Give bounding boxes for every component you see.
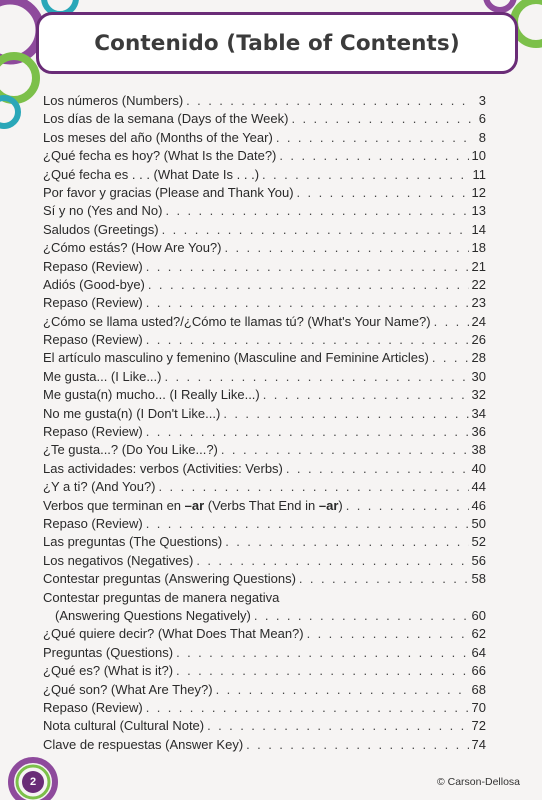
toc-leader (286, 460, 469, 478)
toc-page: 46 (471, 497, 486, 513)
toc-row (43, 497, 486, 515)
toc-row (43, 736, 486, 754)
toc-page: 14 (471, 221, 486, 237)
toc-page: 70 (471, 699, 486, 715)
toc-leader (146, 294, 469, 312)
toc-title: Nota cultural (Cultural Note) (43, 718, 205, 734)
toc-title: ¿Cómo estás? (How Are You?) (43, 240, 222, 256)
toc-page: 66 (471, 663, 486, 679)
toc-leader (224, 239, 468, 257)
title-box (36, 12, 518, 74)
toc-title: Repaso (Review) (43, 332, 143, 348)
toc-row (43, 460, 486, 478)
toc-row (43, 717, 486, 735)
toc-row (43, 276, 486, 294)
toc-title: ¿Qué son? (What Are They?) (43, 681, 213, 697)
toc-leader (221, 441, 469, 459)
toc-leader (196, 552, 468, 570)
toc-page: 8 (478, 129, 486, 145)
toc-row (43, 625, 486, 643)
toc-page: 72 (471, 718, 486, 734)
toc-leader (299, 570, 469, 588)
toc-title-part: Verbos que terminan en (43, 497, 185, 513)
page-title: Contenido (Table of Contents) (94, 30, 460, 56)
toc-title-part: ) (338, 497, 343, 513)
toc-title: Los meses del año (Months of the Year) (43, 129, 273, 145)
toc-row (43, 644, 486, 662)
toc-leader (254, 607, 469, 625)
toc-page: 56 (471, 552, 486, 568)
toc-title: Preguntas (Questions) (43, 644, 174, 660)
toc-leader (146, 515, 469, 533)
toc-row (43, 441, 486, 459)
toc-title: Contestar preguntas (Answering Questions) (43, 571, 296, 587)
toc-row (43, 313, 486, 331)
toc-page: 50 (471, 515, 486, 531)
toc-row (43, 92, 486, 110)
toc-leader (263, 386, 469, 404)
toc-leader (225, 533, 468, 551)
toc-leader (176, 644, 468, 662)
toc-title-bold: –ar (184, 497, 205, 513)
toc-row (43, 681, 486, 699)
toc-page: 30 (471, 368, 486, 384)
toc-leader (159, 478, 469, 496)
toc-title-part: (Verbs That End in (204, 497, 319, 513)
toc-page: 24 (471, 313, 486, 329)
toc-page: 11 (472, 166, 486, 182)
toc-title: Repaso (Review) (43, 258, 143, 274)
toc-title: ¿Qué quiere decir? (What Does That Mean?) (43, 626, 304, 642)
toc-row (43, 258, 486, 276)
toc-title: Las preguntas (The Questions) (43, 534, 223, 550)
toc-leader (146, 699, 469, 717)
toc-page: 6 (478, 111, 486, 127)
toc-row (43, 129, 486, 147)
toc-leader (146, 331, 469, 349)
copyright-footer: © Carson-Dellosa (436, 776, 520, 788)
toc-leader (279, 147, 468, 165)
toc-leader (434, 313, 469, 331)
toc-leader (216, 681, 469, 699)
toc-page: 34 (471, 405, 486, 421)
toc-leader (162, 221, 469, 239)
toc-title: Los negativos (Negatives) (43, 552, 194, 568)
toc-title: Repaso (Review) (43, 699, 143, 715)
toc-title: Saludos (Greetings) (43, 221, 159, 237)
toc-leader (291, 110, 471, 128)
toc-title: ¿Qué fecha es hoy? (What Is the Date?) (43, 148, 277, 164)
toc-row (43, 386, 486, 404)
toc-page: 13 (471, 203, 486, 219)
toc-page: 36 (471, 424, 486, 440)
toc-page: 18 (471, 240, 486, 256)
toc-title (43, 497, 343, 515)
toc-page: 52 (471, 534, 486, 550)
toc-title: No me gusta(n) (I Don't Like...) (43, 405, 221, 421)
toc-page: 12 (471, 184, 486, 200)
toc-title: El artículo masculino y femenino (Masculine and Feminine Articles) (43, 350, 429, 366)
toc-leader (432, 349, 469, 367)
toc-row (43, 221, 486, 239)
table-of-contents (43, 92, 486, 754)
toc-row (43, 423, 486, 441)
toc-leader (246, 736, 468, 754)
toc-page: 68 (471, 681, 486, 697)
toc-title: Adiós (Good-bye) (43, 276, 145, 292)
toc-page: 58 (471, 571, 486, 587)
toc-row (43, 515, 486, 533)
toc-leader (148, 276, 469, 294)
toc-leader (223, 405, 468, 423)
toc-leader (165, 368, 469, 386)
toc-row (43, 349, 486, 367)
toc-row (43, 552, 486, 570)
toc-row (43, 533, 486, 551)
toc-row (43, 570, 486, 588)
toc-title: Repaso (Review) (43, 515, 143, 531)
toc-row (43, 607, 486, 625)
toc-leader (146, 423, 469, 441)
toc-page: 22 (471, 276, 486, 292)
toc-page: 62 (471, 626, 486, 642)
toc-page: 23 (471, 295, 486, 311)
toc-title: Por favor y gracias (Please and Thank You) (43, 184, 294, 200)
toc-title: ¿Te gusta...? (Do You Like...?) (43, 442, 218, 458)
toc-title: Sí y no (Yes and No) (43, 203, 163, 219)
toc-leader (165, 202, 468, 220)
toc-page: 3 (478, 93, 486, 108)
toc-row (43, 405, 486, 423)
toc-row-first-line (43, 589, 486, 607)
toc-leader (297, 184, 469, 202)
toc-title: ¿Y a ti? (And You?) (43, 479, 156, 495)
toc-row (43, 368, 486, 386)
toc-title: Los días de la semana (Days of the Week) (43, 111, 289, 127)
toc-title: Me gusta... (I Like...) (43, 368, 162, 384)
toc-title: Contestar preguntas de manera negativa (43, 589, 280, 605)
toc-row (43, 202, 486, 220)
toc-title: Clave de respuestas (Answer Key) (43, 736, 244, 752)
toc-leader (346, 497, 469, 515)
toc-leader (307, 625, 469, 643)
page-number-badge: 2 (22, 771, 44, 793)
toc-title: Me gusta(n) mucho... (I Really Like...) (43, 387, 260, 403)
toc-leader (146, 258, 469, 276)
toc-leader (262, 166, 469, 184)
toc-title: Las actividades: verbos (Activities: Verbs) (43, 460, 283, 476)
toc-row (43, 110, 486, 128)
toc-page: 40 (471, 460, 486, 476)
toc-page: 38 (471, 442, 486, 458)
toc-row (43, 699, 486, 717)
toc-leader (186, 92, 471, 110)
toc-page: 26 (471, 332, 486, 348)
toc-page: 10 (471, 148, 486, 164)
toc-row (43, 147, 486, 165)
toc-leader (207, 717, 468, 735)
toc-leader (276, 129, 471, 147)
toc-row (43, 166, 486, 184)
toc-page: 28 (471, 350, 486, 366)
toc-title: (Answering Questions Negatively) (55, 607, 251, 623)
toc-title: Repaso (Review) (43, 295, 143, 311)
toc-leader (176, 662, 468, 680)
toc-title: Los números (Numbers) (43, 93, 184, 108)
toc-title: Repaso (Review) (43, 424, 143, 440)
toc-page: 21 (471, 258, 486, 274)
toc-title: ¿Qué es? (What is it?) (43, 663, 174, 679)
toc-title-bold: –ar (318, 497, 339, 513)
toc-title: ¿Qué fecha es . . . (What Date Is . . .) (43, 166, 260, 182)
toc-row (43, 331, 486, 349)
toc-page: 74 (471, 736, 486, 752)
toc-row (43, 294, 486, 312)
toc-row (43, 239, 486, 257)
toc-title: ¿Cómo se llama usted?/¿Cómo te llamas tú? (What's Your Name?) (43, 313, 431, 329)
toc-page: 64 (471, 644, 486, 660)
toc-row (43, 184, 486, 202)
toc-page: 32 (471, 387, 486, 403)
toc-row (43, 478, 486, 496)
toc-page: 60 (471, 607, 486, 623)
toc-row (43, 662, 486, 680)
toc-page: 44 (471, 479, 486, 495)
